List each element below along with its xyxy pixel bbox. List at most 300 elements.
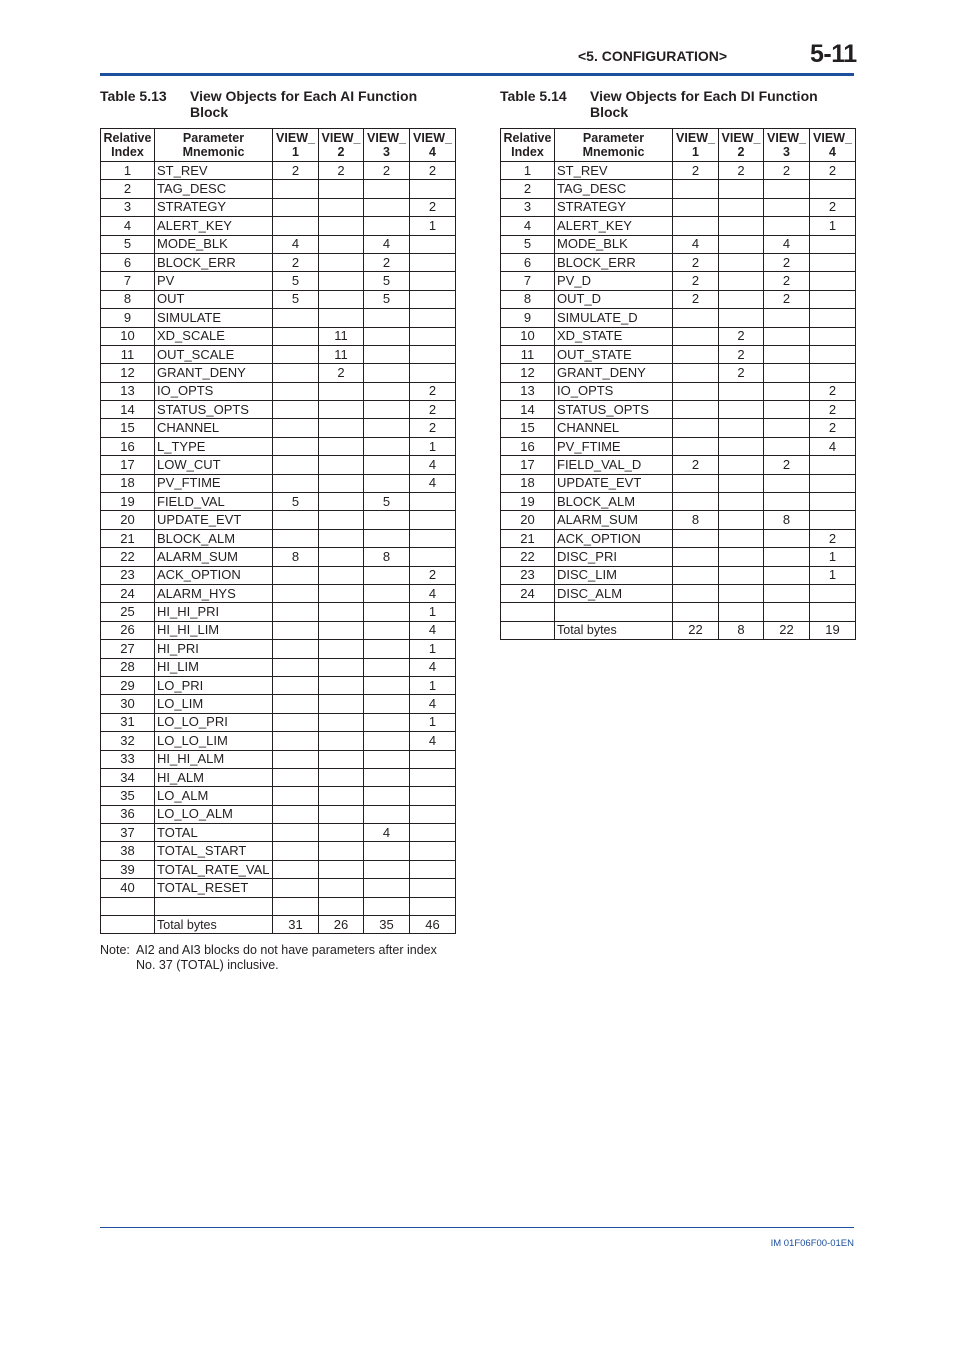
table-row [101, 529, 456, 547]
cell-view-4 [810, 180, 856, 198]
cell-view-1: 5 [273, 272, 319, 290]
cell-view-3: 4 [364, 824, 410, 842]
cell-parameter-mnemonic: GRANT_DENY [155, 364, 273, 382]
cell-view-2 [319, 382, 364, 400]
cell-view-4 [410, 529, 456, 547]
col-parameter-mnemonic: Parameter Mnemonic [555, 129, 673, 162]
table-row [501, 511, 856, 529]
cell-view-3 [364, 768, 410, 786]
table-row [101, 603, 456, 621]
cell-view-1 [273, 419, 319, 437]
cell-parameter-mnemonic: IO_OPTS [155, 382, 273, 400]
cell-view-2 [319, 493, 364, 511]
cell-view-2 [719, 566, 764, 584]
cell-view-4 [810, 290, 856, 308]
cell-relative-index: 10 [101, 327, 155, 345]
cell-view-3 [364, 309, 410, 327]
cell-view-1 [273, 750, 319, 768]
cell-relative-index: 9 [501, 309, 555, 327]
cell-view-3: 8 [764, 511, 810, 529]
cell-parameter-mnemonic: HI_HI_LIM [155, 621, 273, 639]
cell-view-2 [319, 584, 364, 602]
cell-relative-index: 2 [501, 180, 555, 198]
cell-view-4 [810, 272, 856, 290]
table-row [101, 364, 456, 382]
cell-parameter-mnemonic: GRANT_DENY [555, 364, 673, 382]
empty-cell [673, 603, 719, 621]
cell-view-3: 2 [364, 253, 410, 271]
cell-view-3 [364, 860, 410, 878]
cell-view-3 [364, 217, 410, 235]
cell-parameter-mnemonic: OUT_SCALE [155, 345, 273, 363]
ai-view-objects-table [100, 128, 456, 934]
table-row [101, 345, 456, 363]
cell-view-4 [410, 787, 456, 805]
cell-relative-index: 13 [501, 382, 555, 400]
cell-relative-index: 11 [501, 345, 555, 363]
cell-view-2 [319, 548, 364, 566]
cell-view-4 [410, 879, 456, 897]
cell-view-4: 2 [410, 198, 456, 216]
cell-parameter-mnemonic: TOTAL_RATE_VAL [155, 860, 273, 878]
di-view-objects-table [500, 128, 856, 640]
total-view-3: 22 [764, 621, 810, 639]
cell-relative-index: 8 [101, 290, 155, 308]
empty-cell [719, 603, 764, 621]
cell-view-3 [364, 750, 410, 768]
cell-parameter-mnemonic: UPDATE_EVT [555, 474, 673, 492]
cell-view-3 [364, 474, 410, 492]
cell-relative-index: 35 [101, 787, 155, 805]
cell-view-4 [410, 235, 456, 253]
table-di-number: Table 5.14 [500, 88, 567, 104]
cell-view-3 [364, 566, 410, 584]
cell-relative-index: 7 [101, 272, 155, 290]
cell-view-2 [319, 272, 364, 290]
table-row [501, 548, 856, 566]
cell-parameter-mnemonic: BLOCK_ERR [155, 253, 273, 271]
cell-view-3 [764, 493, 810, 511]
cell-view-4 [810, 253, 856, 271]
cell-parameter-mnemonic: LO_PRI [155, 676, 273, 694]
cell-parameter-mnemonic: STRATEGY [555, 198, 673, 216]
col-relative-index: Relative Index [101, 129, 155, 162]
cell-parameter-mnemonic: TAG_DESC [155, 180, 273, 198]
table-ai-title: View Objects for Each AI Function Block [190, 88, 418, 120]
cell-relative-index: 40 [101, 879, 155, 897]
cell-view-3 [764, 382, 810, 400]
cell-view-2 [719, 529, 764, 547]
col-parameter-mnemonic: Parameter Mnemonic [155, 129, 273, 162]
cell-view-1 [673, 309, 719, 327]
cell-view-2 [319, 860, 364, 878]
cell-view-1 [673, 180, 719, 198]
cell-parameter-mnemonic: LO_LO_PRI [155, 713, 273, 731]
empty-cell [764, 603, 810, 621]
cell-parameter-mnemonic: ALERT_KEY [555, 217, 673, 235]
table-row [101, 309, 456, 327]
cell-view-3 [364, 401, 410, 419]
cell-view-2 [319, 879, 364, 897]
cell-view-3: 2 [764, 253, 810, 271]
cell-view-3 [364, 529, 410, 547]
cell-relative-index: 4 [101, 217, 155, 235]
cell-view-2: 2 [719, 364, 764, 382]
cell-view-2 [319, 511, 364, 529]
cell-view-1 [673, 437, 719, 455]
cell-view-3 [364, 364, 410, 382]
cell-view-1 [673, 382, 719, 400]
cell-parameter-mnemonic: TOTAL_START [155, 842, 273, 860]
cell-view-3 [364, 198, 410, 216]
cell-view-1 [273, 345, 319, 363]
cell-parameter-mnemonic: PV_FTIME [555, 437, 673, 455]
cell-view-1 [673, 474, 719, 492]
cell-view-1 [273, 364, 319, 382]
cell-relative-index: 18 [101, 474, 155, 492]
table-row [501, 493, 856, 511]
cell-view-2 [719, 548, 764, 566]
cell-view-1 [273, 658, 319, 676]
cell-relative-index: 7 [501, 272, 555, 290]
cell-view-2: 2 [319, 162, 364, 180]
cell-view-3: 2 [764, 456, 810, 474]
cell-parameter-mnemonic: HI_HI_PRI [155, 603, 273, 621]
col-view-1: VIEW_ 1 [673, 129, 719, 162]
cell-view-3: 2 [764, 272, 810, 290]
cell-view-3 [364, 658, 410, 676]
cell-view-4: 1 [410, 437, 456, 455]
table-row [101, 713, 456, 731]
total-view-1: 31 [273, 916, 319, 934]
cell-relative-index: 12 [101, 364, 155, 382]
cell-parameter-mnemonic: HI_LIM [155, 658, 273, 676]
cell-relative-index: 24 [101, 584, 155, 602]
cell-view-3 [364, 640, 410, 658]
cell-view-2 [319, 640, 364, 658]
cell-parameter-mnemonic: DISC_LIM [555, 566, 673, 584]
cell-view-2 [319, 768, 364, 786]
cell-view-4: 1 [810, 217, 856, 235]
cell-view-2 [319, 566, 364, 584]
cell-view-3 [764, 419, 810, 437]
cell-view-4: 2 [810, 529, 856, 547]
section-title: <5. CONFIGURATION> [578, 48, 728, 64]
table-row [101, 695, 456, 713]
cell-parameter-mnemonic: FIELD_VAL_D [555, 456, 673, 474]
table-row [101, 824, 456, 842]
cell-view-1 [273, 621, 319, 639]
cell-view-2 [719, 309, 764, 327]
cell-parameter-mnemonic: HI_ALM [155, 768, 273, 786]
total-view-4: 46 [410, 916, 456, 934]
cell-view-1 [673, 419, 719, 437]
cell-view-1: 4 [273, 235, 319, 253]
col-view-2: VIEW_ 2 [719, 129, 764, 162]
cell-parameter-mnemonic: LO_LO_LIM [155, 732, 273, 750]
cell-view-2 [319, 456, 364, 474]
col-view-4: VIEW_ 4 [410, 129, 456, 162]
cell-view-1 [273, 198, 319, 216]
table-row [101, 732, 456, 750]
cell-view-2 [319, 419, 364, 437]
cell-relative-index: 34 [101, 768, 155, 786]
empty-cell [810, 603, 856, 621]
cell-view-1 [273, 584, 319, 602]
cell-relative-index: 37 [101, 824, 155, 842]
col-view-4: VIEW_ 4 [810, 129, 856, 162]
cell-view-1 [273, 732, 319, 750]
cell-parameter-mnemonic: PV_FTIME [155, 474, 273, 492]
footer-divider [100, 1227, 854, 1228]
cell-view-2 [319, 309, 364, 327]
cell-view-2 [319, 658, 364, 676]
cell-view-3: 4 [764, 235, 810, 253]
cell-view-3: 8 [364, 548, 410, 566]
cell-view-1: 5 [273, 290, 319, 308]
cell-view-2 [719, 198, 764, 216]
total-view-3: 35 [364, 916, 410, 934]
cell-view-3 [764, 584, 810, 602]
cell-view-3 [364, 842, 410, 860]
cell-relative-index: 9 [101, 309, 155, 327]
cell-view-4: 1 [410, 217, 456, 235]
cell-view-1 [273, 566, 319, 584]
cell-view-3 [764, 474, 810, 492]
table-row [101, 879, 456, 897]
table-row [101, 658, 456, 676]
cell-view-3 [364, 732, 410, 750]
cell-view-3 [764, 529, 810, 547]
cell-view-2 [719, 456, 764, 474]
cell-view-3: 2 [364, 162, 410, 180]
cell-view-4: 1 [410, 713, 456, 731]
cell-view-2: 2 [719, 327, 764, 345]
col-view-1: VIEW_ 1 [273, 129, 319, 162]
cell-relative-index: 19 [101, 493, 155, 511]
cell-relative-index: 24 [501, 584, 555, 602]
table-row [101, 162, 456, 180]
table-di-title: View Objects for Each DI Function Block [590, 88, 818, 120]
document-id: IM 01F06F00-01EN [770, 1238, 854, 1249]
cell-view-1 [273, 456, 319, 474]
cell-view-1 [273, 768, 319, 786]
cell-view-4: 1 [810, 548, 856, 566]
cell-relative-index: 1 [501, 162, 555, 180]
cell-view-1: 2 [673, 162, 719, 180]
cell-parameter-mnemonic: CHANNEL [555, 419, 673, 437]
cell-view-1 [273, 437, 319, 455]
cell-view-4 [410, 805, 456, 823]
table-row [101, 621, 456, 639]
cell-view-1: 2 [273, 162, 319, 180]
empty-cell [101, 916, 155, 934]
cell-view-4: 4 [410, 658, 456, 676]
cell-view-2 [319, 198, 364, 216]
cell-view-2 [719, 180, 764, 198]
table-row [101, 566, 456, 584]
cell-relative-index: 18 [501, 474, 555, 492]
di-table-body [501, 162, 856, 640]
cell-view-1 [673, 529, 719, 547]
empty-cell [101, 897, 155, 915]
cell-view-2: 2 [719, 345, 764, 363]
cell-parameter-mnemonic: STATUS_OPTS [555, 401, 673, 419]
cell-view-4: 1 [410, 640, 456, 658]
cell-view-2 [719, 217, 764, 235]
cell-view-2 [319, 437, 364, 455]
table-row [101, 235, 456, 253]
total-row [501, 621, 856, 639]
cell-view-2 [719, 235, 764, 253]
cell-relative-index: 22 [501, 548, 555, 566]
table-row [101, 327, 456, 345]
table-row [501, 529, 856, 547]
cell-view-4 [410, 345, 456, 363]
cell-view-4: 4 [410, 474, 456, 492]
cell-view-4: 4 [410, 456, 456, 474]
cell-parameter-mnemonic: TOTAL_RESET [155, 879, 273, 897]
cell-view-3 [764, 309, 810, 327]
table-row [101, 474, 456, 492]
cell-relative-index: 32 [101, 732, 155, 750]
table-ai-number: Table 5.13 [100, 88, 167, 104]
cell-parameter-mnemonic: MODE_BLK [155, 235, 273, 253]
cell-view-4: 2 [810, 162, 856, 180]
cell-view-3 [364, 327, 410, 345]
table-row [101, 787, 456, 805]
cell-parameter-mnemonic: IO_OPTS [555, 382, 673, 400]
cell-relative-index: 29 [101, 676, 155, 694]
table-row [101, 180, 456, 198]
cell-relative-index: 15 [101, 419, 155, 437]
cell-view-1: 8 [673, 511, 719, 529]
cell-view-2 [719, 584, 764, 602]
table-row-empty [501, 603, 856, 621]
cell-relative-index: 16 [501, 437, 555, 455]
cell-view-4: 2 [410, 566, 456, 584]
cell-view-1 [273, 879, 319, 897]
cell-parameter-mnemonic: OUT_STATE [555, 345, 673, 363]
cell-relative-index: 17 [101, 456, 155, 474]
cell-view-4 [410, 253, 456, 271]
cell-relative-index: 6 [501, 253, 555, 271]
cell-parameter-mnemonic: ALARM_HYS [155, 584, 273, 602]
cell-parameter-mnemonic: SIMULATE_D [555, 309, 673, 327]
table-row [501, 437, 856, 455]
cell-view-4 [810, 345, 856, 363]
table-row [501, 345, 856, 363]
cell-parameter-mnemonic: CHANNEL [155, 419, 273, 437]
cell-view-4 [810, 474, 856, 492]
cell-relative-index: 23 [501, 566, 555, 584]
cell-view-3 [364, 603, 410, 621]
cell-view-2 [719, 511, 764, 529]
cell-view-1: 2 [673, 253, 719, 271]
cell-view-3: 2 [764, 290, 810, 308]
cell-view-2 [719, 401, 764, 419]
cell-relative-index: 2 [101, 180, 155, 198]
cell-view-1 [273, 842, 319, 860]
cell-view-2 [719, 253, 764, 271]
cell-view-4 [410, 860, 456, 878]
cell-view-2: 2 [319, 364, 364, 382]
cell-view-2 [319, 695, 364, 713]
cell-parameter-mnemonic: UPDATE_EVT [155, 511, 273, 529]
table-row [501, 327, 856, 345]
cell-view-4: 4 [410, 621, 456, 639]
note-label: Note: [100, 943, 130, 957]
table-row [101, 768, 456, 786]
cell-view-4: 4 [410, 732, 456, 750]
cell-view-1: 2 [673, 290, 719, 308]
table-row [101, 401, 456, 419]
cell-relative-index: 6 [101, 253, 155, 271]
cell-view-2 [319, 235, 364, 253]
cell-view-2 [719, 419, 764, 437]
cell-view-1 [273, 474, 319, 492]
table-row [101, 290, 456, 308]
cell-view-1 [273, 787, 319, 805]
table-row [501, 456, 856, 474]
cell-parameter-mnemonic: BLOCK_ERR [555, 253, 673, 271]
table-row [501, 162, 856, 180]
cell-view-2 [319, 750, 364, 768]
col-view-3: VIEW_ 3 [364, 129, 410, 162]
empty-cell [155, 897, 273, 915]
cell-view-1 [673, 198, 719, 216]
cell-view-1 [673, 493, 719, 511]
cell-view-3 [364, 419, 410, 437]
cell-parameter-mnemonic: L_TYPE [155, 437, 273, 455]
table-row [101, 217, 456, 235]
cell-parameter-mnemonic: XD_SCALE [155, 327, 273, 345]
cell-view-4: 2 [410, 162, 456, 180]
total-bytes-label: Total bytes [155, 916, 273, 934]
cell-parameter-mnemonic: LOW_CUT [155, 456, 273, 474]
cell-view-3 [764, 364, 810, 382]
empty-cell [319, 897, 364, 915]
cell-view-3 [364, 621, 410, 639]
cell-relative-index: 31 [101, 713, 155, 731]
cell-parameter-mnemonic: OUT_D [555, 290, 673, 308]
cell-view-1 [673, 584, 719, 602]
cell-view-2 [319, 474, 364, 492]
table-row [501, 309, 856, 327]
cell-parameter-mnemonic: FIELD_VAL [155, 493, 273, 511]
cell-view-4: 2 [810, 382, 856, 400]
cell-parameter-mnemonic: TAG_DESC [555, 180, 673, 198]
cell-view-1 [673, 345, 719, 363]
cell-view-4 [410, 768, 456, 786]
cell-view-2 [719, 290, 764, 308]
header-divider [100, 73, 854, 76]
cell-view-3 [764, 198, 810, 216]
table-row [501, 401, 856, 419]
table-row [101, 272, 456, 290]
cell-parameter-mnemonic: BLOCK_ALM [155, 529, 273, 547]
cell-view-3 [764, 180, 810, 198]
cell-view-3 [364, 879, 410, 897]
page-number: 5-11 [810, 40, 857, 68]
cell-view-3 [764, 345, 810, 363]
cell-relative-index: 14 [101, 401, 155, 419]
cell-parameter-mnemonic: STATUS_OPTS [155, 401, 273, 419]
cell-relative-index: 1 [101, 162, 155, 180]
table-row [101, 198, 456, 216]
cell-relative-index: 25 [101, 603, 155, 621]
cell-relative-index: 3 [101, 198, 155, 216]
